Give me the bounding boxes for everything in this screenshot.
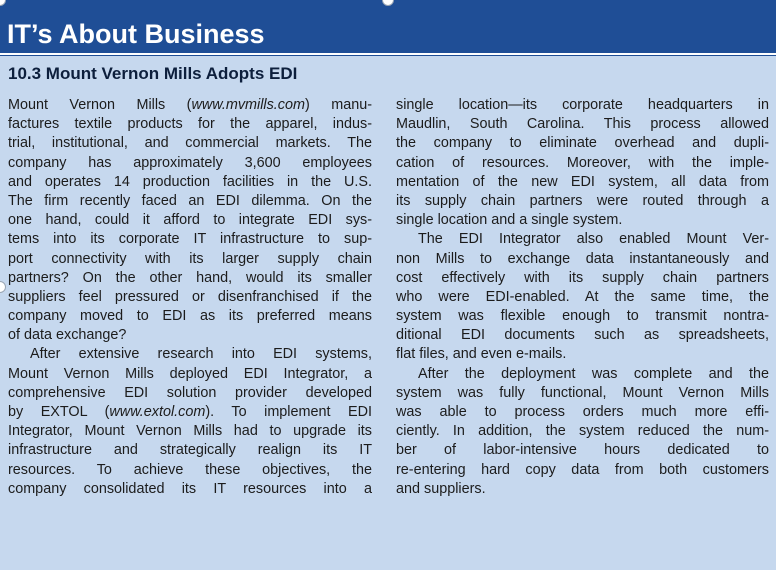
text-line (8, 345, 372, 364)
text-line (8, 288, 372, 307)
text-line (396, 96, 769, 115)
text-line (8, 269, 372, 288)
url-text: www.mvmills.com (191, 97, 305, 113)
text-segment: cost effectively with its supply chain partners (396, 269, 769, 286)
text-segment: After the deployment was complete and the (418, 365, 769, 382)
text-segment: and suppliers. (396, 480, 486, 497)
text-segment: cation of resources. Moreover, with the imple- (396, 154, 769, 171)
text-line (396, 288, 769, 307)
text-segment: ). To implement EDI (205, 404, 372, 420)
text-segment: single location and a single system. (396, 212, 623, 229)
text-line (396, 230, 769, 249)
text-line (396, 154, 769, 173)
text-line (8, 307, 372, 326)
section-banner-title: IT’s About Business (7, 19, 265, 49)
text-segment: partners? On the other hand, would its smaller (8, 269, 372, 286)
text-line (8, 403, 372, 422)
text-segment: and operates 14 production facilities in the U.S. (8, 173, 372, 190)
text-line (396, 326, 769, 345)
text-line (8, 441, 372, 460)
text-segment: ber of labor-intensive hours dedicated to (396, 442, 769, 459)
text-segment: infrastructure and strategically realign its IT (8, 442, 372, 459)
text-line (396, 461, 769, 480)
text-line (396, 192, 769, 211)
right-text-column (396, 96, 769, 499)
text-line (8, 211, 372, 230)
text-line (396, 211, 769, 230)
text-segment: After extensive research into EDI systems, (30, 346, 372, 363)
text-segment: single location—its corporate headquarters in (396, 97, 769, 113)
text-segment: who were EDI-enabled. At the same time, the (396, 288, 769, 305)
text-line (8, 365, 372, 384)
text-segment: factures textile products for the apparel, indus- (8, 116, 372, 133)
text-segment: re-entering hard copy data from both customers (396, 461, 769, 478)
text-line (8, 96, 372, 115)
text-segment: port connectivity with its larger supply chain (8, 250, 372, 267)
text-line (8, 115, 372, 134)
resize-handle-left-center[interactable] (0, 281, 6, 293)
text-segment: one hand, could it afford to integrate EDI sys- (8, 212, 372, 229)
text-segment: mentation of the new EDI system, all data from (396, 173, 769, 190)
text-segment: resources. To achieve these objectives, the (8, 461, 372, 478)
text-line (8, 192, 372, 211)
left-text-column (8, 96, 372, 499)
text-segment: comprehensive EDI solution provider developed (8, 384, 372, 401)
text-line (8, 230, 372, 249)
text-line (8, 250, 372, 269)
text-line (396, 403, 769, 422)
text-segment: The firm recently faced an EDI dilemma. On the (8, 192, 372, 209)
header-divider (0, 53, 776, 55)
text-segment: tems into its corporate IT infrastructure to sup- (8, 231, 372, 248)
text-line (396, 345, 769, 364)
text-line (8, 384, 372, 403)
text-segment: ditional EDI documents such as spreadsheets, (396, 327, 769, 344)
text-segment: Mount Vernon Mills ( (8, 97, 192, 113)
text-line (8, 461, 372, 480)
text-segment: Integrator, Mount Vernon Mills had to upgrade its (8, 423, 372, 440)
text-line (396, 422, 769, 441)
text-segment: system was flexible enough to transmit nontra- (396, 308, 769, 325)
text-line (396, 250, 769, 269)
header-band (0, 0, 776, 56)
text-line (8, 422, 372, 441)
url-text: www.extol.com (109, 404, 206, 420)
text-line (396, 441, 769, 460)
text-line (8, 154, 372, 173)
text-line (396, 365, 769, 384)
text-segment: was able to process orders much more effi- (396, 404, 769, 420)
text-line (396, 384, 769, 403)
text-line (396, 269, 769, 288)
text-segment: Mount Vernon Mills deployed EDI Integrator, a (8, 365, 372, 382)
text-segment: The EDI Integrator also enabled Mount Ver- (418, 231, 769, 248)
text-segment: system was fully functional, Mount Vernon Mills (396, 384, 769, 401)
text-segment: company moved to EDI as its preferred means (8, 308, 372, 325)
text-segment: non Mills to exchange data instantaneously and (396, 250, 769, 267)
text-segment: by EXTOL ( (8, 404, 110, 420)
text-segment: ciently. In addition, the system reduced the num- (396, 423, 769, 440)
text-segment: suppliers feel pressured or disenfranchised if the (8, 288, 372, 305)
text-segment: the company to eliminate overhead and dupli- (396, 135, 769, 152)
text-segment: company consolidated its IT resources into a (8, 480, 372, 497)
text-line (396, 115, 769, 134)
case-title: 10.3 Mount Vernon Mills Adopts EDI (8, 64, 298, 83)
text-segment: company has approximately 3,600 employees (8, 154, 372, 171)
text-line (396, 480, 769, 499)
text-line (8, 134, 372, 153)
text-line (8, 173, 372, 192)
text-segment: trial, institutional, and commercial markets. The (8, 135, 372, 152)
text-segment: of data exchange? (8, 327, 127, 344)
text-segment: its supply chain partners were routed through a (396, 192, 769, 209)
text-line (8, 326, 372, 345)
text-line (396, 134, 769, 153)
text-segment: ) manu- (304, 97, 372, 113)
text-line (396, 173, 769, 192)
text-line (396, 307, 769, 326)
text-segment: Maudlin, South Carolina. This process allowed (396, 116, 769, 133)
text-line (8, 480, 372, 499)
text-segment: flat files, and even e-mails. (396, 346, 567, 363)
